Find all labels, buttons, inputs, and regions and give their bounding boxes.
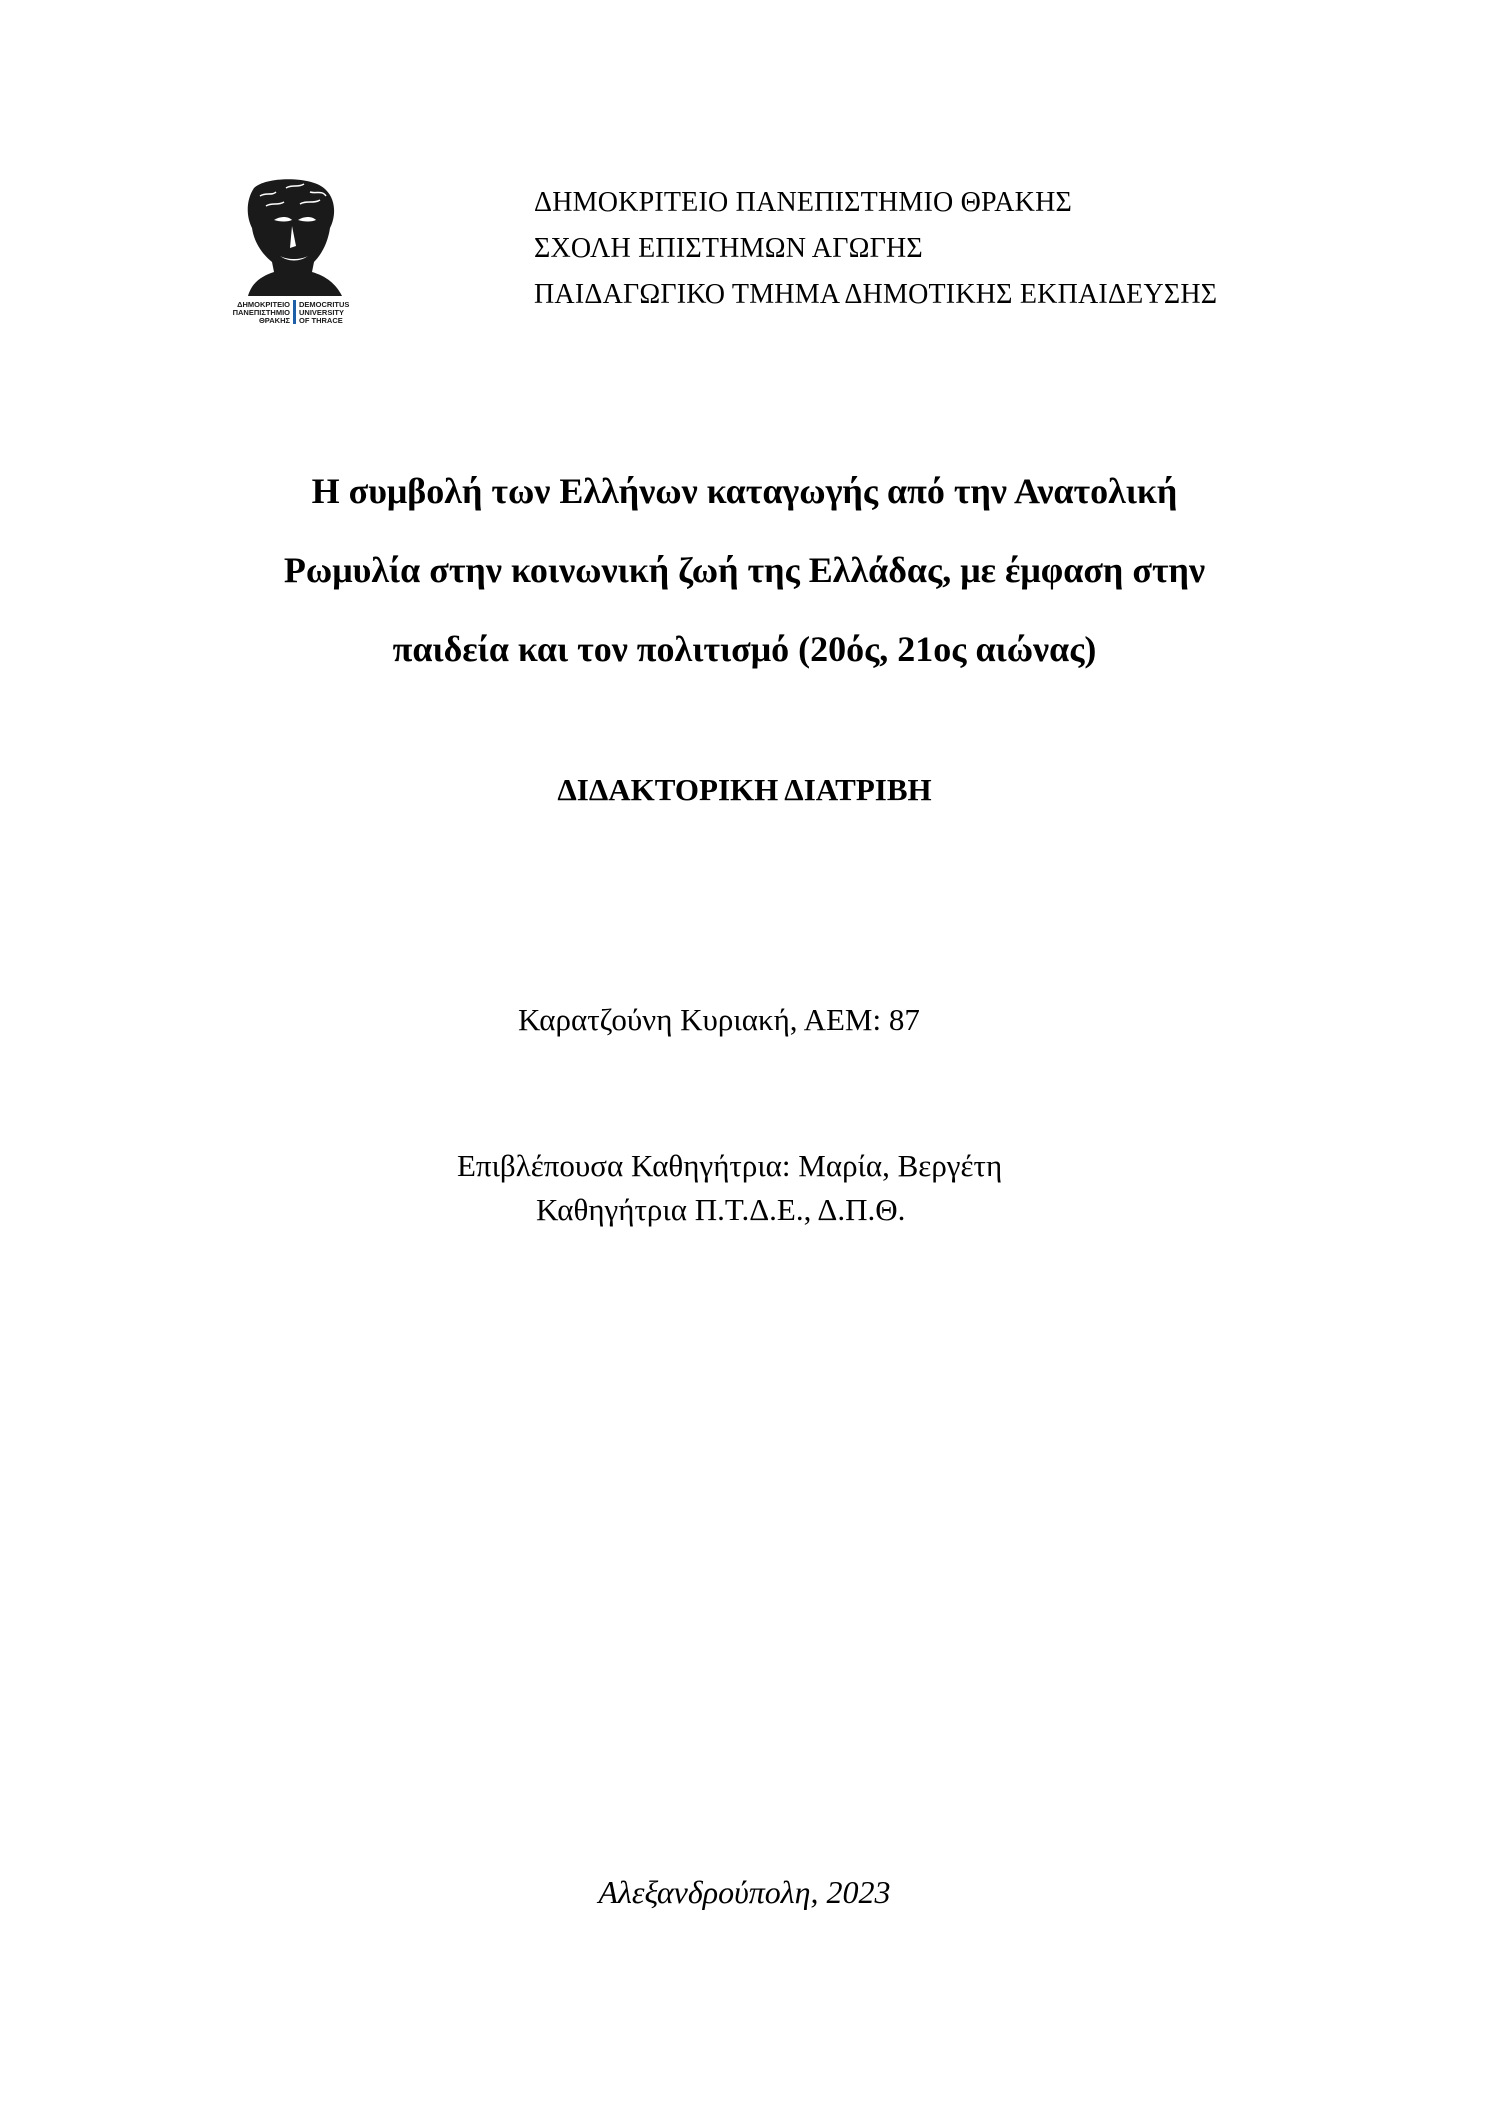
logo-line-en-1: DEMOCRITUS	[299, 300, 350, 309]
university-logo	[196, 176, 392, 324]
thesis-title-line-2: Ρωμυλία στην κοινωνική ζωή της Ελλάδας, με έμφαση στην	[283, 550, 1206, 590]
logo-line-gr-2: ΠΑΝΕΠΙΣΤΗΜΙΟ	[232, 308, 290, 317]
logo-line-en-3: OF THRACE	[299, 316, 343, 324]
department-name: ΠΑΙΔΑΓΩΓΙΚΟ ΤΜΗΜΑ ΔΗΜΟΤΙΚΗΣ ΕΚΠΑΙΔΕΥΣΗΣ	[534, 279, 1218, 310]
logo-line-en-2: UNIVERSITY	[299, 308, 345, 317]
author-line: Καρατζούνη Κυριακή, ΑΕΜ: 87	[518, 1002, 920, 1037]
school-name: ΣΧΟΛΗ ΕΠΙΣΤΗΜΩΝ ΑΓΩΓΗΣ	[534, 233, 923, 264]
place-and-date: Αλεξανδρούπολη, 2023	[598, 1874, 891, 1910]
logo-line-gr-1: ΔΗΜΟΚΡΙΤΕΙΟ	[237, 300, 290, 309]
thesis-title	[0, 452, 1489, 689]
institution-header	[534, 180, 1217, 318]
document-type: ΔΙΔΑΚΤΟΡΙΚΗ ΔΙΑΤΡΙΒΗ	[557, 772, 932, 807]
supervisor-line-1: Επιβλέπουσα Καθηγήτρια: Μαρία, Βεργέτη	[457, 1148, 1003, 1183]
logo-line-gr-3: ΘΡΑΚΗΣ	[258, 316, 290, 324]
thesis-title-line-1: Η συμβολή των Ελλήνων καταγωγής από την Ανατολική	[311, 471, 1178, 511]
university-name: ΔΗΜΟΚΡΙΤΕΙΟ ΠΑΝΕΠΙΣΤΗΜΙΟ ΘΡΑΚΗΣ	[534, 187, 1072, 218]
democritus-bust-logo-icon	[196, 176, 392, 324]
supervisor-block	[457, 1144, 1002, 1232]
thesis-title-line-3: παιδεία και τον πολιτισμό (20ός, 21ος αιώνας)	[392, 629, 1097, 669]
supervisor-line-2: Καθηγήτρια Π.Τ.Δ.Ε., Δ.Π.Θ.	[536, 1192, 906, 1227]
